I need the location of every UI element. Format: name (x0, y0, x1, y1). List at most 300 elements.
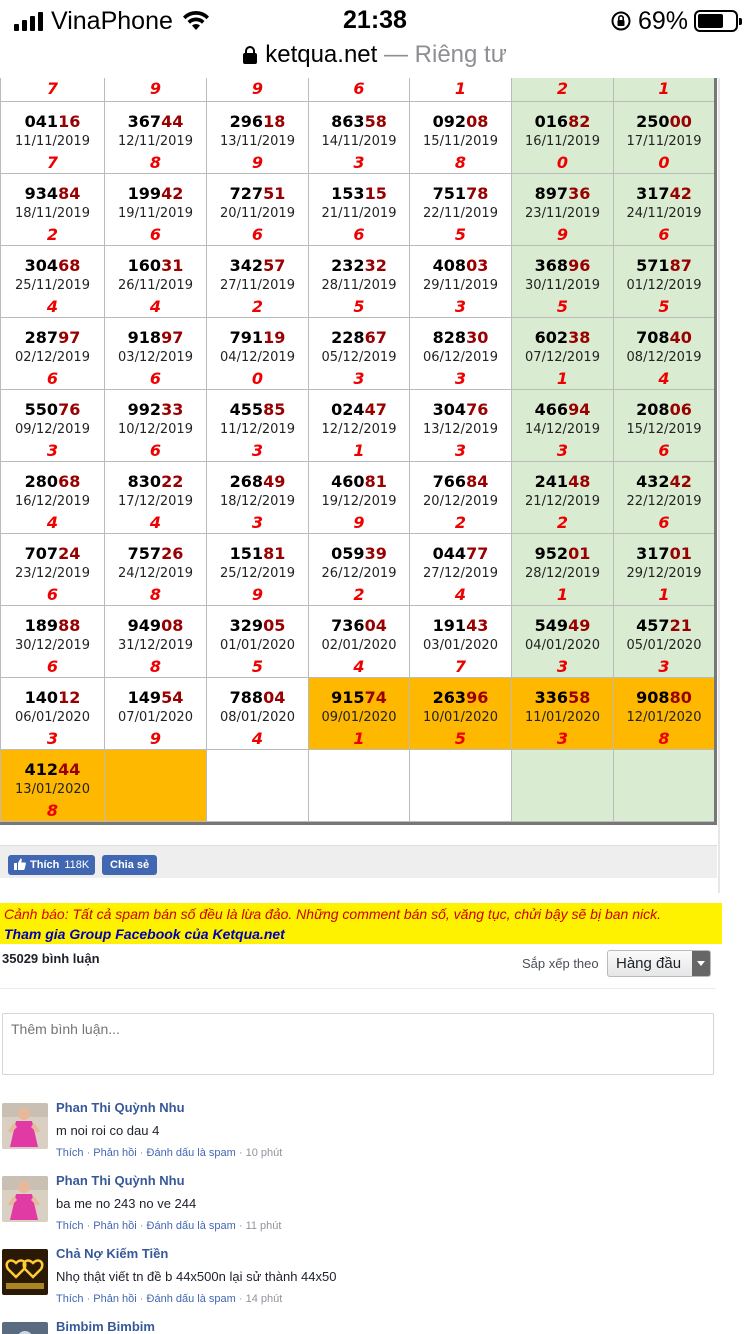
grid-row (0, 102, 714, 174)
number-head: 751 (432, 184, 467, 203)
number-tail: 49 (263, 472, 286, 491)
number-head: 280 (24, 472, 59, 491)
number-tail: 21 (669, 616, 692, 635)
draw-date: 07/12/2019 (525, 350, 600, 365)
cell-digit: 8 (149, 657, 162, 676)
avatar[interactable] (2, 1103, 48, 1149)
clock: 21:38 (343, 6, 407, 34)
draw-date: 28/12/2019 (525, 566, 600, 581)
draw-date: 19/12/2019 (321, 494, 397, 509)
lottery-number (512, 184, 613, 204)
cell-digit: 4 (251, 729, 264, 748)
grid-cell (409, 246, 511, 318)
share-label: Chia sẻ (110, 859, 150, 871)
url-bar[interactable] (0, 40, 750, 78)
draw-date: 24/12/2019 (118, 566, 193, 581)
draw-date: 05/12/2019 (321, 350, 397, 365)
grid-cell (409, 678, 511, 750)
number-tail: 01 (568, 544, 591, 563)
like-button[interactable] (8, 855, 95, 875)
lottery-number (207, 328, 308, 348)
draw-date: 22/12/2019 (626, 494, 702, 509)
cell-digit: 1 (454, 79, 467, 98)
cell-digit: 9 (251, 79, 264, 98)
separator: · (235, 1220, 246, 1232)
draw-date: 20/11/2019 (220, 206, 295, 221)
draw-date: 25/12/2019 (220, 566, 295, 581)
separator: · (136, 1220, 147, 1232)
number-tail: 38 (568, 328, 591, 347)
grid-row (0, 534, 714, 606)
number-head: 153 (331, 184, 365, 203)
lottery-number (207, 544, 308, 564)
divider (0, 988, 716, 989)
number-tail: 32 (364, 256, 387, 275)
number-tail: 30 (466, 328, 489, 347)
draw-date: 07/01/2020 (118, 710, 193, 725)
number-tail: 42 (669, 472, 692, 491)
grid-cell (613, 102, 714, 174)
share-button[interactable] (102, 855, 157, 875)
grid-cell (0, 78, 104, 102)
sort-value: Hàng đầu (616, 955, 682, 972)
number-head: 304 (432, 400, 467, 419)
avatar[interactable] (2, 1176, 48, 1222)
cell-digit: 9 (149, 79, 162, 98)
draw-date: 02/01/2020 (321, 638, 397, 653)
number-tail: 18 (263, 112, 286, 131)
number-head: 041 (24, 112, 59, 131)
draw-date: 13/11/2019 (220, 134, 295, 149)
lottery-number (105, 472, 206, 492)
number-head: 016 (534, 112, 569, 131)
warning-label: Cảnh báo: (4, 906, 69, 922)
lottery-number (207, 472, 308, 492)
like-link[interactable]: Thích (56, 1147, 84, 1159)
cell-digit: 3 (556, 657, 569, 676)
cell-digit: 2 (556, 79, 569, 98)
commenter-name[interactable]: Phan Thi Quỳnh Nhu (56, 1100, 185, 1115)
number-tail: 08 (161, 616, 184, 635)
number-head: 287 (24, 328, 59, 347)
number-tail: 49 (568, 616, 591, 635)
grid-cell (0, 102, 104, 174)
number-tail: 36 (568, 184, 591, 203)
draw-date: 09/01/2020 (321, 710, 397, 725)
comment-item (0, 1319, 716, 1334)
number-head: 918 (127, 328, 162, 347)
cell-digit: 2 (251, 297, 264, 316)
grid-cell (104, 390, 206, 462)
draw-date: 03/01/2020 (423, 638, 498, 653)
grid-cell (308, 678, 409, 750)
cell-digit: 3 (454, 297, 467, 316)
grid-cell (104, 102, 206, 174)
lottery-number (105, 544, 206, 564)
comment-actions (56, 1220, 281, 1232)
number-head: 992 (127, 400, 162, 419)
draw-date: 15/12/2019 (626, 422, 702, 437)
draw-date: 16/11/2019 (525, 134, 600, 149)
lottery-number (1, 472, 104, 492)
separator: · (235, 1147, 246, 1159)
number-tail: 54 (161, 688, 184, 707)
grid-cell (206, 102, 308, 174)
number-head: 830 (127, 472, 162, 491)
cell-digit: 6 (149, 225, 162, 244)
grid-cell (409, 78, 511, 102)
number-head: 140 (24, 688, 59, 707)
lottery-number (309, 256, 409, 276)
grid-cell (511, 318, 613, 390)
cell-digit: 8 (454, 153, 467, 172)
grid-cell (0, 606, 104, 678)
number-tail: 67 (364, 328, 387, 347)
cell-digit: 7 (454, 657, 467, 676)
draw-date: 26/12/2019 (321, 566, 397, 581)
grid-row (0, 462, 714, 534)
lottery-number (512, 472, 613, 492)
draw-date: 17/12/2019 (118, 494, 193, 509)
draw-date: 25/11/2019 (15, 278, 90, 293)
private-mode-label: Riêng tư (414, 41, 507, 68)
number-head: 949 (127, 616, 162, 635)
draw-date: 27/11/2019 (220, 278, 295, 293)
number-head: 550 (24, 400, 59, 419)
number-head: 788 (229, 688, 264, 707)
number-head: 766 (432, 472, 467, 491)
grid-cell (511, 606, 613, 678)
lottery-number (207, 112, 308, 132)
lottery-number (410, 328, 511, 348)
grid-cell (308, 318, 409, 390)
lottery-number (614, 616, 714, 636)
draw-date: 19/11/2019 (118, 206, 193, 221)
comment-text: Nhọ thật viết tn đề b 44x500n lại sử thành 44x50 (56, 1269, 337, 1284)
number-head: 934 (24, 184, 59, 203)
number-head: 549 (534, 616, 569, 635)
grid-cell (0, 174, 104, 246)
draw-date: 12/12/2019 (321, 422, 397, 437)
cell-digit: 6 (251, 225, 264, 244)
number-head: 412 (24, 760, 59, 779)
grid-cell (206, 390, 308, 462)
draw-date: 23/11/2019 (525, 206, 600, 221)
lottery-number (1, 616, 104, 636)
number-tail: 87 (669, 256, 692, 275)
cell-digit: 6 (658, 513, 670, 532)
comment-input[interactable] (3, 1014, 713, 1074)
number-tail: 97 (161, 328, 184, 347)
lottery-number (309, 112, 409, 132)
draw-date: 30/12/2019 (15, 638, 90, 653)
battery-percent: 69% (637, 6, 688, 35)
cell-digit: 8 (149, 153, 162, 172)
grid-cell (104, 750, 206, 822)
grid-cell (409, 102, 511, 174)
cell-digit: 6 (46, 369, 59, 388)
grid-cell (104, 678, 206, 750)
grid-cell (104, 174, 206, 246)
number-tail: 85 (263, 400, 286, 419)
cell-digit: 7 (46, 153, 59, 172)
warning-banner (0, 903, 722, 944)
number-head: 208 (636, 400, 670, 419)
number-head: 059 (331, 544, 365, 563)
number-tail: 04 (364, 616, 387, 635)
grid-cell (206, 462, 308, 534)
number-head: 263 (432, 688, 467, 707)
separator: · (83, 1293, 94, 1305)
lottery-number (410, 544, 511, 564)
status-right (610, 6, 738, 36)
cell-digit: 6 (658, 441, 670, 460)
draw-date: 10/12/2019 (118, 422, 193, 437)
cell-digit: 6 (353, 79, 365, 98)
number-head: 368 (534, 256, 569, 275)
draw-date: 01/01/2020 (220, 638, 295, 653)
grid-cell (409, 750, 511, 822)
draw-date: 05/01/2020 (626, 638, 702, 653)
lottery-number (614, 184, 714, 204)
comment-text: ba me no 243 no ve 244 (56, 1196, 197, 1211)
cell-digit: 4 (353, 657, 365, 676)
number-tail: 76 (466, 400, 489, 419)
draw-date: 18/12/2019 (220, 494, 295, 509)
cell-digit: 4 (658, 369, 670, 388)
number-head: 304 (24, 256, 59, 275)
reply-link[interactable]: Phản hồi (93, 1220, 137, 1232)
grid-cell (511, 750, 613, 822)
grid-cell (104, 246, 206, 318)
number-tail: 58 (364, 112, 387, 131)
lottery-number (1, 400, 104, 420)
grid-cell (511, 78, 613, 102)
lottery-number (512, 688, 613, 708)
number-tail: 84 (58, 184, 81, 203)
cell-digit: 2 (454, 513, 467, 532)
lock-icon (243, 46, 257, 64)
facebook-group-link[interactable]: Tham gia Group Facebook của Ketqua.net (4, 926, 285, 942)
grid-cell (206, 750, 308, 822)
number-tail: 44 (58, 760, 81, 779)
cell-digit: 8 (46, 801, 59, 820)
lottery-number (614, 400, 714, 420)
reply-link[interactable]: Phản hồi (93, 1293, 137, 1305)
cell-digit: 3 (46, 729, 59, 748)
number-head: 024 (331, 400, 365, 419)
grid-cell (104, 78, 206, 102)
commenter-name[interactable]: Bimbim Bimbim (56, 1319, 155, 1334)
number-head: 707 (24, 544, 59, 563)
like-link[interactable]: Thích (56, 1293, 84, 1305)
lottery-number (512, 616, 613, 636)
draw-date: 21/12/2019 (525, 494, 600, 509)
commenter-name[interactable]: Chả Nợ Kiếm Tiền (56, 1246, 169, 1261)
grid-row (0, 390, 714, 462)
cell-digit: 5 (353, 297, 365, 316)
comment-time: 10 phút (245, 1147, 283, 1159)
draw-date: 01/12/2019 (626, 278, 702, 293)
grid-cell (206, 174, 308, 246)
results-grid (0, 78, 717, 825)
grid-cell (409, 390, 511, 462)
cell-digit: 8 (658, 729, 670, 748)
draw-date: 06/12/2019 (423, 350, 498, 365)
lottery-number (1, 184, 104, 204)
carrier-name: VinaPhone (51, 6, 173, 35)
cell-digit: 4 (454, 585, 467, 604)
grid-cell (511, 102, 613, 174)
number-tail: 00 (669, 112, 692, 131)
lottery-number (410, 184, 511, 204)
comment-box[interactable] (2, 1013, 714, 1075)
cell-digit: 4 (149, 297, 162, 316)
lottery-number (614, 112, 714, 132)
cell-digit: 3 (556, 729, 569, 748)
cell-digit: 9 (251, 585, 264, 604)
number-head: 232 (331, 256, 365, 275)
cell-digit: 6 (658, 225, 670, 244)
grid-cell (308, 390, 409, 462)
grid-cell (409, 462, 511, 534)
number-head: 460 (331, 472, 365, 491)
side-divider (718, 78, 720, 893)
cell-digit: 5 (454, 225, 467, 244)
like-link[interactable]: Thích (56, 1220, 84, 1232)
number-head: 160 (127, 256, 162, 275)
number-head: 432 (636, 472, 670, 491)
comment-item (0, 1173, 716, 1238)
number-tail: 57 (263, 256, 286, 275)
lottery-number (309, 688, 409, 708)
number-head: 915 (331, 688, 365, 707)
grid-cell (511, 390, 613, 462)
number-head: 336 (534, 688, 569, 707)
draw-date: 29/11/2019 (423, 278, 498, 293)
number-tail: 77 (466, 544, 489, 563)
comment-count: 35029 bình luận (2, 951, 100, 966)
grid-row (0, 750, 714, 822)
mark-spam-link[interactable]: Đánh dấu là spam (146, 1220, 236, 1232)
grid-cell (511, 534, 613, 606)
separator: · (83, 1220, 94, 1232)
number-head: 455 (229, 400, 264, 419)
grid-cell (308, 534, 409, 606)
draw-date: 30/11/2019 (525, 278, 600, 293)
lottery-number (309, 616, 409, 636)
draw-date: 12/01/2020 (626, 710, 702, 725)
mark-spam-link[interactable]: Đánh dấu là spam (146, 1293, 236, 1305)
battery-icon (694, 10, 738, 32)
mark-spam-link[interactable]: Đánh dấu là spam (146, 1147, 236, 1159)
number-head: 149 (127, 688, 162, 707)
number-tail: 15 (364, 184, 387, 203)
draw-date: 14/12/2019 (525, 422, 600, 437)
cell-digit: 9 (149, 729, 162, 748)
lottery-number (1, 328, 104, 348)
number-head: 268 (229, 472, 264, 491)
number-tail: 03 (466, 256, 489, 275)
number-tail: 06 (669, 400, 692, 419)
number-tail: 31 (161, 256, 184, 275)
cell-digit: 7 (46, 79, 59, 98)
cell-digit: 5 (454, 729, 467, 748)
grid-cell (0, 246, 104, 318)
avatar[interactable] (2, 1322, 48, 1334)
number-head: 908 (636, 688, 670, 707)
reply-link[interactable]: Phản hồi (93, 1147, 137, 1159)
number-tail: 51 (263, 184, 286, 203)
number-tail: 81 (364, 472, 387, 491)
comment-time: 11 phút (245, 1220, 282, 1232)
url-host: ketqua.net (265, 41, 378, 68)
grid-cell (0, 462, 104, 534)
grid-cell (0, 318, 104, 390)
grid-cell (613, 462, 714, 534)
number-tail: 96 (466, 688, 489, 707)
number-head: 757 (127, 544, 162, 563)
draw-date: 22/11/2019 (423, 206, 498, 221)
grid-cell (0, 750, 104, 822)
draw-date: 26/11/2019 (118, 278, 193, 293)
cell-digit: 1 (556, 585, 569, 604)
sort-select[interactable] (607, 950, 711, 977)
lottery-number (309, 184, 409, 204)
cell-digit: 1 (658, 79, 670, 98)
lottery-number (512, 256, 613, 276)
draw-date: 06/01/2020 (15, 710, 90, 725)
number-tail: 81 (263, 544, 286, 563)
number-head: 466 (534, 400, 569, 419)
commenter-name[interactable]: Phan Thi Quỳnh Nhu (56, 1173, 185, 1188)
avatar[interactable] (2, 1249, 48, 1295)
number-tail: 22 (161, 472, 184, 491)
chevron-down-icon (692, 951, 710, 976)
cell-digit: 9 (353, 513, 365, 532)
draw-date: 04/01/2020 (525, 638, 600, 653)
lottery-number (309, 400, 409, 420)
lottery-number (1, 688, 104, 708)
draw-date: 14/11/2019 (321, 134, 397, 149)
number-tail: 05 (263, 616, 286, 635)
draw-date: 08/12/2019 (626, 350, 702, 365)
separator: · (136, 1147, 147, 1159)
grid-cell (613, 534, 714, 606)
number-head: 736 (331, 616, 365, 635)
separator: · (83, 1147, 94, 1159)
lottery-number (614, 472, 714, 492)
number-tail: 42 (669, 184, 692, 203)
grid-cell (206, 246, 308, 318)
lottery-number (105, 256, 206, 276)
thumbs-up-icon (14, 858, 26, 870)
number-tail: 48 (568, 472, 591, 491)
grid-cell (104, 462, 206, 534)
number-tail: 01 (669, 544, 692, 563)
draw-date: 27/12/2019 (423, 566, 498, 581)
number-head: 367 (127, 112, 162, 131)
cell-digit: 6 (46, 657, 59, 676)
lottery-number (1, 256, 104, 276)
grid-cell (206, 606, 308, 678)
lottery-number (309, 544, 409, 564)
grid-cell (613, 750, 714, 822)
number-tail: 12 (58, 688, 81, 707)
lottery-number (105, 400, 206, 420)
lottery-number (105, 688, 206, 708)
lottery-number (105, 328, 206, 348)
